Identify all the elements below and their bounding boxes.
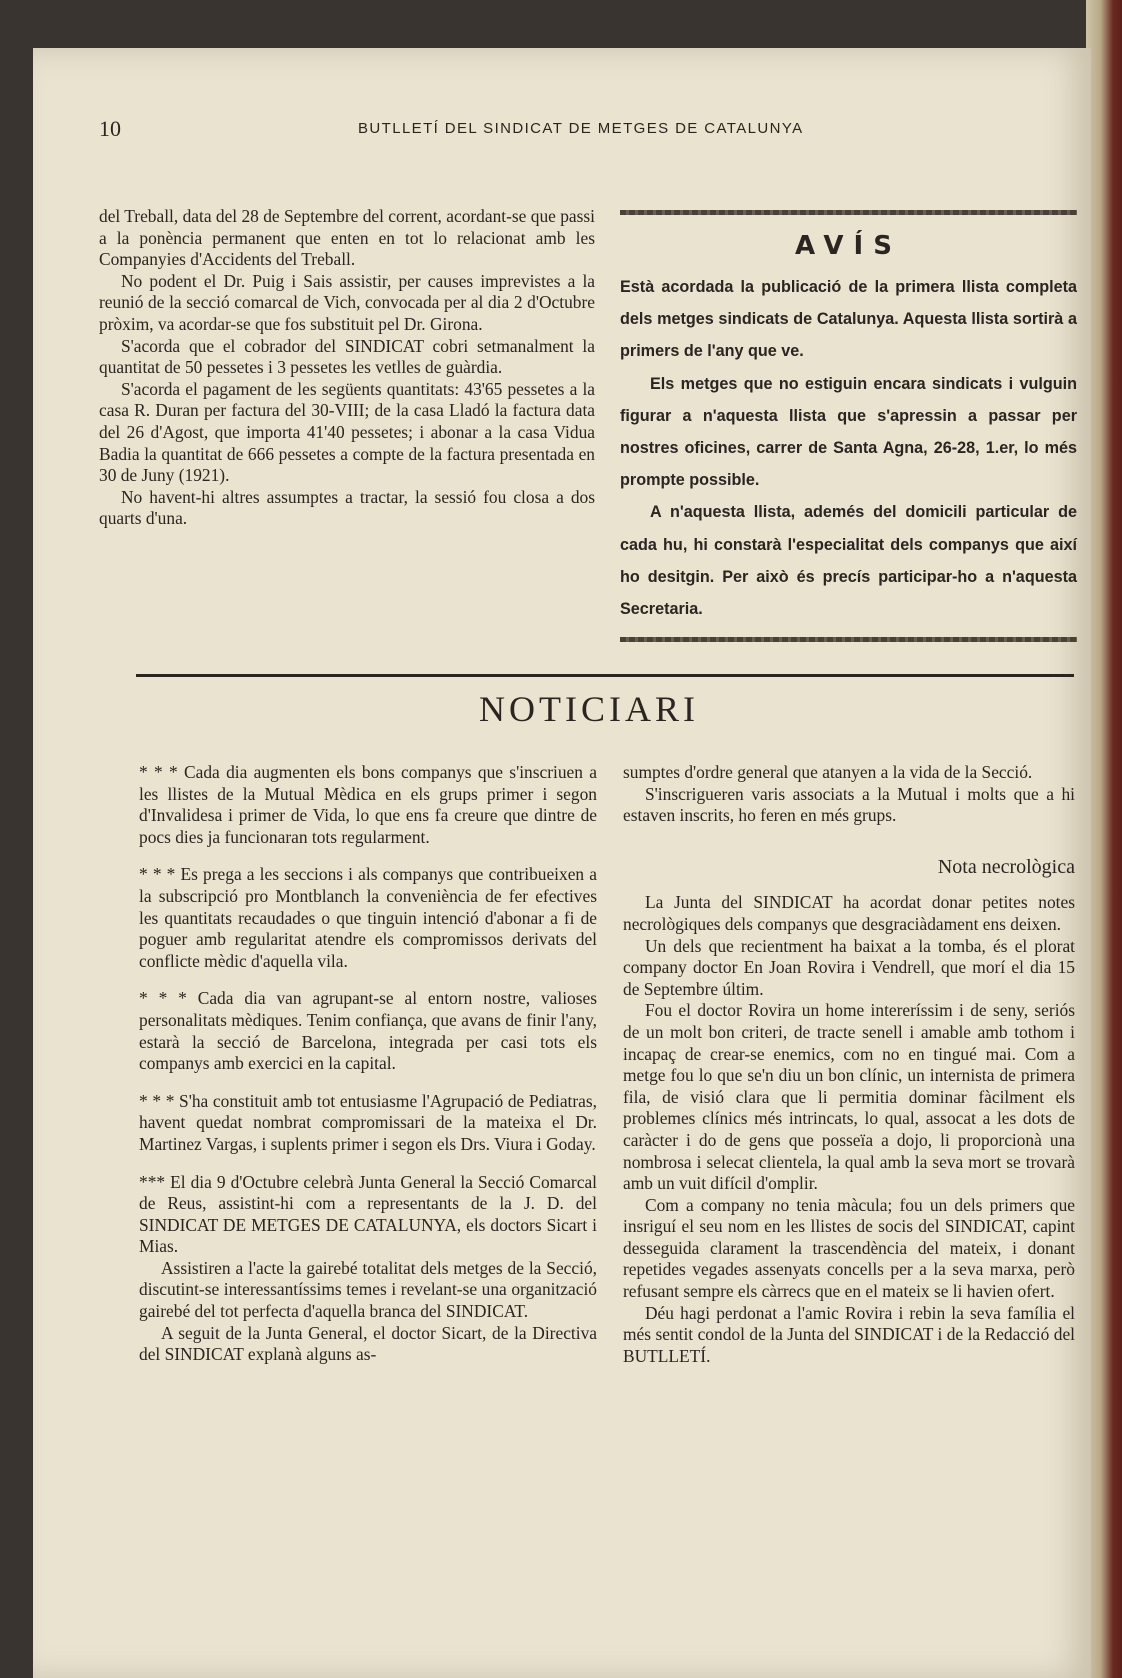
book-edge xyxy=(1086,0,1122,1678)
news-item: *** El dia 9 d'Octubre celebrà Junta General la Secció Comarcal de Reus, assistint-hi com a representants de la J. D. del SINDICAT DE METGES DE CATALUNYA, els doctors Sicart i Mias. xyxy=(139,1171,597,1257)
notice-text xyxy=(620,271,1077,625)
notice-title: AVÍS xyxy=(795,231,902,261)
news-left-column xyxy=(139,762,597,1366)
obituary-paragraph: Déu hagi perdonat a l'amic Rovira i rebin la seva família el més sentit condol de la Junta del SINDICAT i de la Redacció del BUTLLETÍ. xyxy=(623,1302,1075,1366)
notice-paragraph: A n'aquesta llista, ademés del domicili particular de cada hu, hi constarà l'especialitat dels companys que així ho desitgin. Per això és precís participar-ho a n'aquesta Secretaria. xyxy=(620,503,1077,619)
news-item: * * * Cada dia van agrupant-se al entorn nostre, valioses personalitats mèdiques. Tenim confiança, que avans de finir l'any, estarà la secció de Barcelona, integrada per casi tots els companys amb exercici en la capital. xyxy=(139,988,597,1074)
obituary-paragraph: Com a company no tenia màcula; fou un dels primers que insriguí el seu nom en les llistes de socis del SINDICAT, capint desseguida clarament la trascendència del mateix, i donant repetides vegades assenyats concells per a la seva marxa, però refusant sempre els càrrecs que en el mateix se li havien ofert. xyxy=(623,1194,1075,1302)
minutes-paragraph: del Treball, data del 28 de Septembre del corrent, acordant-se que passi a la ponència permanent que enten en tot lo relacionat amb les Companyies d'Accidents del Treball. xyxy=(99,206,595,270)
news-right-column xyxy=(623,762,1075,1367)
section-title: NOTICIARI xyxy=(479,689,699,729)
running-title: BUTLLETÍ DEL SINDICAT DE METGES DE CATALUNYA xyxy=(358,120,804,137)
section-divider xyxy=(136,674,1074,677)
minutes-paragraph: S'acorda que el cobrador del SINDICAT cobri setmanalment la quantitat de 50 pessetes i 3 pessetes les vetlles de guàrdia. xyxy=(99,335,595,378)
page-number: 10 xyxy=(99,116,121,141)
notice-box xyxy=(620,210,1077,642)
minutes-paragraph: No havent-hi altres assumptes a tractar, la sessió fou closa a dos quarts d'una. xyxy=(99,486,595,529)
obituary-paragraph: Fou el doctor Rovira un home intereríssim i de seny, seriós de un molt bon criteri, de tracte senell i amable amb tothom i incapaç de crear-se enemics, com no en tingué mai. Com a metge fou lo que se'n diu un bon clínic, un internista de primera fila, de visió clara que li permitia dominar fàcilment els problemes clínics més intrincats, lo qual, assocat a les dots de caràcter i do de gens que posseïa a dojo, li proporcionà una nombrosa i selecat clientela, la qual amb la seva mort se trovarà amb un vuit difícil d'omplir. xyxy=(623,1000,1075,1194)
notice-paragraph: Els metges que no estiguin encara sindicats i vulguin figurar a n'aquesta llista que s'apressin a passar per nostres oficines, carrer de Santa Agna, 26-28, 1.er, lo més prompte possible. xyxy=(620,374,1077,490)
news-item: A seguit de la Junta General, el doctor Sicart, de la Directiva del SINDICAT explanà alguns as- xyxy=(139,1322,597,1365)
news-continuation: S'inscrigueren varis associats a la Mutual i molts que a hi estaven inscrits, ho feren en més grups. xyxy=(623,783,1075,826)
obituary-paragraph: La Junta del SINDICAT ha acordat donar petites notes necrològiques dels companys que desgraciàdament ens deixen. xyxy=(623,892,1075,934)
minutes-paragraph: No podent el Dr. Puig i Sais assistir, per causes imprevistes a la reunió de la secció comarcal de Vich, convocada per al dia 2 d'Octubre pròxim, va acordar-se que fos substituit pel Dr. Girona. xyxy=(99,270,595,334)
news-item: * * * S'ha constituit amb tot entusiasme l'Agrupació de Pediatras, havent quedat nombrat compromissari de la mateixa el Dr. Martinez Vargas, i suplents primer i segon els Drs. Viura i Goday. xyxy=(139,1090,597,1154)
notice-bottom-rule xyxy=(620,637,1077,642)
news-item: * * * Cada dia augmenten els bons companys que s'inscriuen a les llistes de la Mutual Mèdica en els grups primer i segon d'Invalidesa i primer de Vida, lo que ens fa creure que dintre de pocs dies ja funcionaran tots regularment. xyxy=(139,762,597,847)
minutes-column xyxy=(99,206,595,530)
notice-paragraph: Està acordada la publicació de la primera llista completa dels metges sindicats de Catalunya. Aquesta llista sortirà a primers de l'any que ve. xyxy=(620,278,1077,361)
minutes-paragraph: S'acorda el pagament de les següents quantitats: 43'65 pessetes a la casa R. Duran per factura del 30-VIII; de la casa Lladó la factura data del 26 d'Agost, que importa 41'40 pessetes; i abonar a la casa Vidua Badia la quantitat de 666 pessetes a compte de la factura presentada en 30 de Juny (1921). xyxy=(99,378,595,486)
news-continuation: sumptes d'ordre general que atanyen a la vida de la Secció. xyxy=(623,762,1033,782)
news-item: * * * Es prega a les seccions i als companys que contribueixen a la subscripció pro Montblanch la conveniència de fer efectives les quantitats recaudades o que tinguin intenció d'abonar a fi de poguer amb regularitat atendre els compromissos derivats del conflicte mèdic d'aquella vila. xyxy=(139,864,597,971)
page-header xyxy=(99,116,1079,142)
news-item: Assistiren a l'acte la gairebé totalitat dels metges de la Secció, discutint-se interessantíssims temes i revelant-se una organització gairebé del tot perfecta d'aquella branca del SINDICAT. xyxy=(139,1257,597,1322)
obituary-paragraph: Un dels que recientment ha baixat a la tomba, és el plorat company doctor En Joan Rovira i Vendrell, que morí el dia 15 de Septembre últim. xyxy=(623,935,1075,999)
obituary-title: Nota necrològica xyxy=(937,855,1075,878)
notice-top-rule xyxy=(620,210,1077,215)
